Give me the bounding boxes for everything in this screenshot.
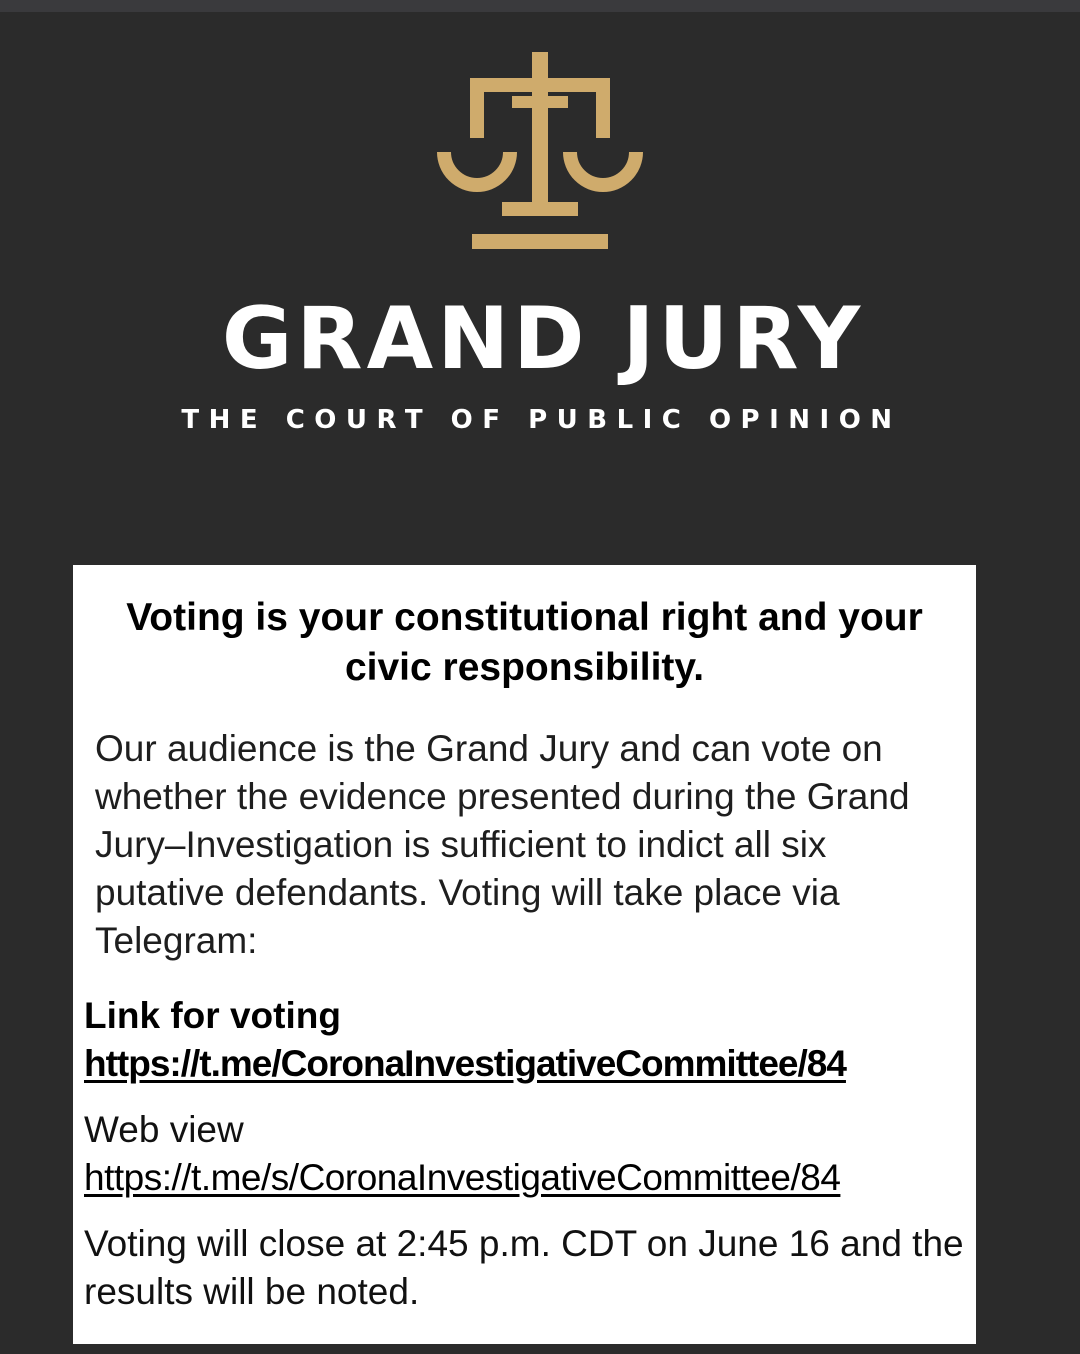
notice-heading: Voting is your constitutional right and your civic responsibility. <box>126 596 923 689</box>
notice-body: Our audience is the Grand Jury and can vote on whether the evidence presented during the Grand Jury–Investigation is sufficient to indict all six putative defendants. Voting will take place via Telegram: <box>95 728 910 961</box>
voting-link-label: Link for voting <box>84 995 341 1036</box>
voting-link-block <box>84 992 974 1088</box>
web-view-block <box>84 1106 974 1202</box>
web-view-link[interactable]: https://t.me/s/CoronaInvestigativeCommittee/84 <box>84 1157 841 1198</box>
closing-note: Voting will close at 2:45 p.m. CDT on June 16 and the results will be noted. <box>84 1223 964 1312</box>
voting-link[interactable]: https://t.me/CoronaInvestigativeCommittee/84 <box>84 1043 846 1084</box>
brand-subtitle: THE COURT OF PUBLIC OPINION <box>181 405 902 435</box>
web-view-label: Web view <box>84 1109 244 1150</box>
scales-of-justice-icon <box>430 48 650 258</box>
notice-card <box>73 565 976 1344</box>
brand-title: GRAND JURY <box>221 289 865 389</box>
top-strip <box>0 0 1080 12</box>
